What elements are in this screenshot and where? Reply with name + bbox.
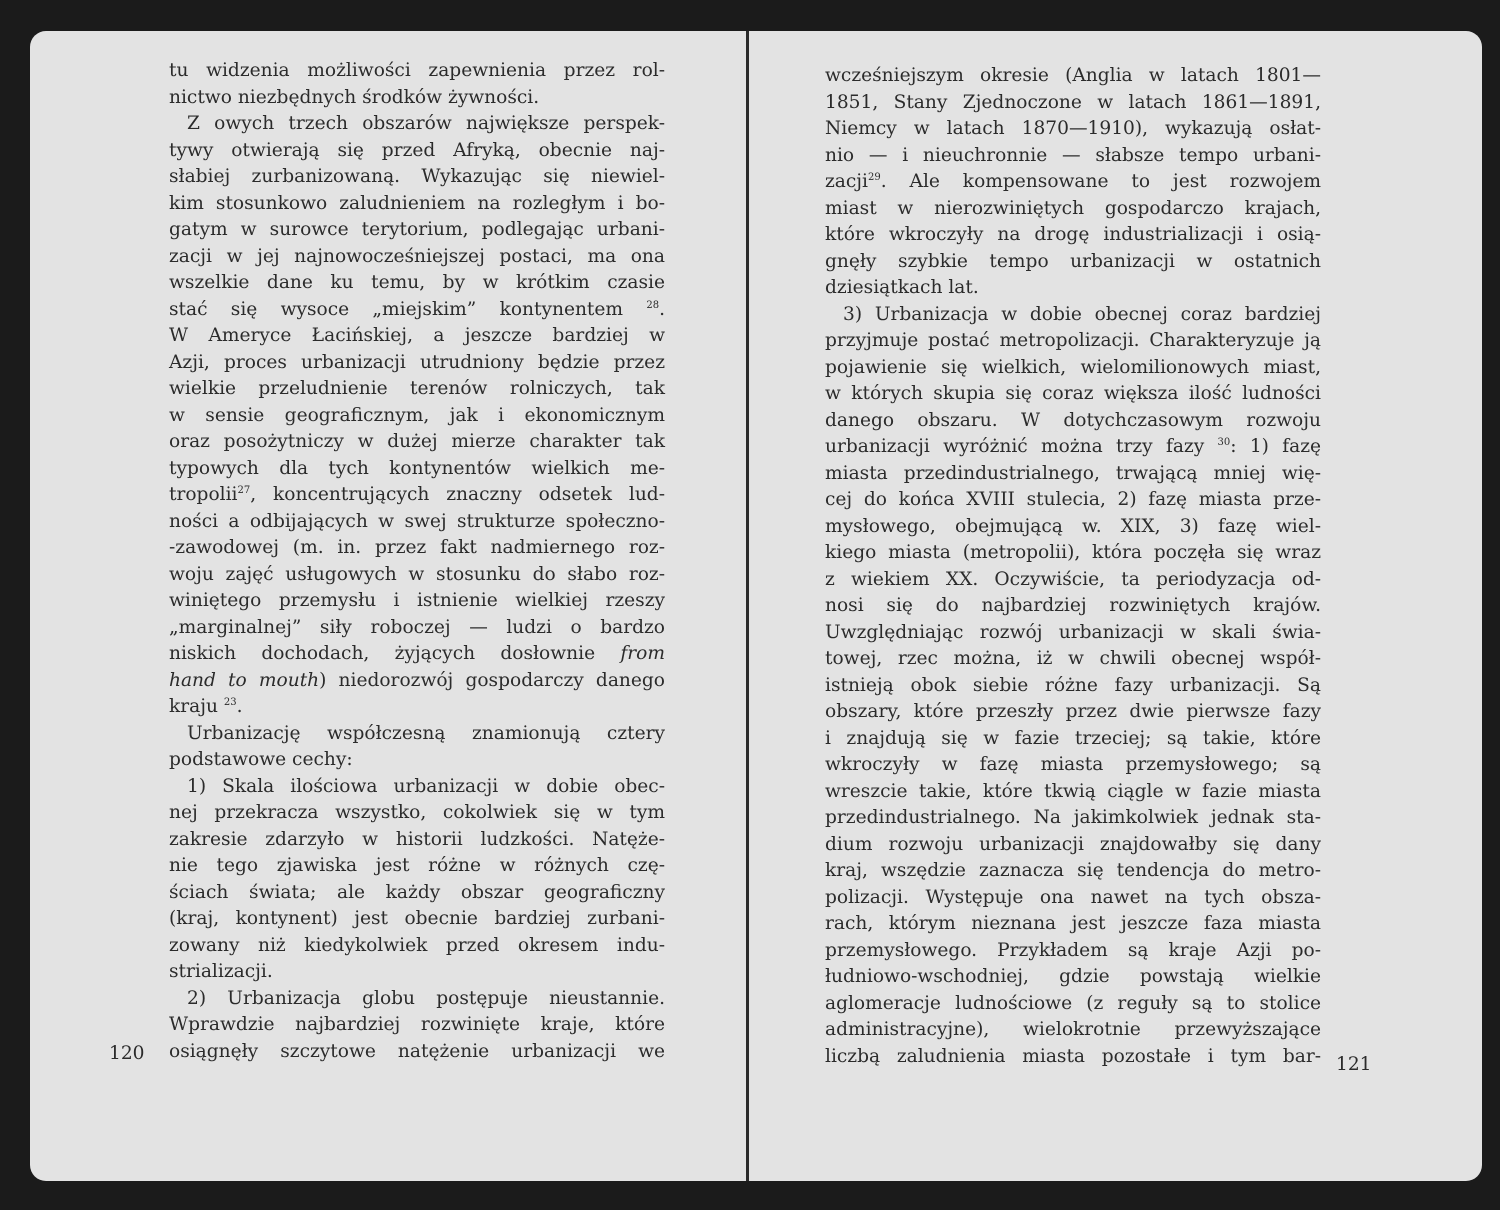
text-line: W Ameryce Łacińskiej, a jeszcze bardziej w xyxy=(169,325,665,346)
text-line: miast w nierozwiniętych gospodarczo krajach, xyxy=(825,197,1321,219)
text-line: zowany niż kiedykolwiek przed okresem indu- xyxy=(169,934,665,956)
text-line: ności a odbijających w swej strukturze społeczno- xyxy=(169,510,665,532)
right-page-text xyxy=(825,63,1321,1070)
text-line: które wkroczyły na drogę industrializacji i osią- xyxy=(825,224,1321,245)
italic-phrase: from xyxy=(620,643,665,664)
text-line: pojawienie się wielkich, wielomilionowych miast, xyxy=(825,356,1321,378)
text-line: osiągnęły szczytowe natężenie urbanizacji we xyxy=(169,1040,665,1062)
text-line: istnieją obok siebie różne fazy urbanizacji. Są xyxy=(825,674,1321,696)
text-line: ściach świata; ale każdy obszar geograficzny xyxy=(169,881,665,903)
text-line: przyjmuje postać metropolizacji. Charakteryzuje ją xyxy=(825,330,1321,351)
text-line: Niemcy w latach 1870—1910), wykazują osłat- xyxy=(825,118,1321,139)
text-line: 2) Urbanizacja globu postępuje nieustannie. xyxy=(187,987,665,1009)
text-line: obszary, które przeszły przez dwie pierwsze fazy xyxy=(825,701,1321,722)
book-gutter xyxy=(746,31,749,1181)
text-line: administracyjne), wielokrotnie przewyższające xyxy=(825,1019,1321,1040)
text-line: (kraj, kontynent) jest obecnie bardziej zurbani- xyxy=(169,908,665,929)
text-line: tu widzenia możliwości zapewnienia przez rol- xyxy=(169,60,665,81)
text-line: urbanizacji wyróżnić można trzy fazy $^{30}$: 1) fazę xyxy=(825,436,1321,457)
text-line: Urbanizację współczesną znamionują cztery xyxy=(187,722,665,744)
text-line: łudniowo-wschodniej, gdzie powstają wielkie xyxy=(825,966,1321,987)
text-line: nosi się do najbardziej rozwiniętych krajów. xyxy=(825,595,1321,616)
text-line: Wprawdzie najbardziej rozwinięte kraje, które xyxy=(169,1014,665,1035)
text-line: 1) Skala ilościowa urbanizacji w dobie obec- xyxy=(187,775,665,797)
text-line: 3) Urbanizacja w dobie obecnej coraz bardziej xyxy=(843,303,1321,325)
text-line: wszelkie dane ku temu, by w krótkim czasie xyxy=(169,272,665,293)
text-line: zacji w jej najnowocześniejszej postaci, ma ona xyxy=(169,245,665,267)
text-line: cej do końca XVIII stulecia, 2) fazę miasta prze- xyxy=(825,489,1321,510)
book-spread xyxy=(30,31,1482,1181)
text-line: słabiej zurbanizowaną. Wykazując się niewiel- xyxy=(169,166,665,187)
text-line: tropolii$^{27}$, koncentrujących znaczny odsetek lud- xyxy=(169,484,665,505)
text-line: zakresie zdarzyło w historii ludzkości. Natęże- xyxy=(169,828,665,850)
text-line: hand to mouth) niedorozwój gospodarczy danego xyxy=(169,669,665,691)
text-line: oraz posożytniczy w dużej mierze charakter tak xyxy=(169,431,665,452)
text-line: mysłowego, obejmującą w. XIX, 3) fazę wiel- xyxy=(825,515,1321,537)
text-line: nio — i nieuchronnie — słabsze tempo urbani- xyxy=(825,144,1321,166)
left-page-text xyxy=(169,58,665,1065)
text-line: wcześniejszym okresie (Anglia w latach 1801— xyxy=(825,65,1321,86)
text-line: typowych dla tych kontynentów wielkich me- xyxy=(169,457,665,479)
italic-phrase: hand to mouth xyxy=(169,669,320,691)
footnote-ref: 28 xyxy=(646,299,660,311)
page-number-left: 120 xyxy=(109,1043,145,1064)
text-line: strializacji. xyxy=(169,961,273,982)
text-line: gatym w surowce terytorium, podlegając urbani- xyxy=(169,219,665,240)
text-line: woju zajęć usługowych w stosunku do słabo roz- xyxy=(169,563,665,585)
text-line: gnęły szybkie tempo urbanizacji w ostatnich xyxy=(825,250,1321,272)
text-line: 1851, Stany Zjednoczone w latach 1861—1891, xyxy=(825,91,1321,113)
text-line: przedindustrialnego. Na jakimkolwiek jednak sta- xyxy=(825,807,1321,828)
text-line: stać się wysoce „miejskim” kontynentem $^{28}$. xyxy=(169,298,665,320)
text-line: dziesiątkach lat. xyxy=(825,277,979,298)
text-line: niskich dochodach, żyjących dosłownie from xyxy=(169,643,665,664)
text-line: aglomeracje ludnościowe (z reguły są to stolice xyxy=(825,992,1321,1014)
text-line: wreszcie takie, które tkwią ciągle w fazie miasta xyxy=(825,780,1321,802)
text-line: danego obszaru. W dotychczasowym rozwoju xyxy=(825,409,1321,431)
text-line: kraj, wszędzie zaznacza się tendencja do metro- xyxy=(825,860,1321,881)
footnote-ref: 30 xyxy=(1217,436,1231,448)
text-line: -zawodowej (m. in. przez fakt nadmiernego roz- xyxy=(169,537,665,558)
footnote-ref: 23 xyxy=(223,696,237,708)
text-line: zacji$^{29}$. Ale kompensowane to jest rozwojem xyxy=(825,171,1321,192)
text-line: towej, rzec można, iż w chwili obecnej współ- xyxy=(825,648,1321,669)
text-line: podstawowe cechy: xyxy=(169,749,353,770)
text-line: kraju $^{23}$. xyxy=(169,696,243,717)
footnote-ref: 29 xyxy=(868,171,881,183)
text-line: Uwzględniając rozwój urbanizacji w skali świa- xyxy=(825,621,1321,643)
page-number-right: 121 xyxy=(1336,1054,1372,1075)
text-line: kiego miasta (metropolii), która poczęła się wraz xyxy=(825,542,1321,563)
text-line: wkroczyły w fazę miasta przemysłowego; są xyxy=(825,754,1321,775)
text-line: polizacji. Występuje ona nawet na tych obsza- xyxy=(825,886,1321,908)
text-line: rach, którym nieznana jest jeszcze faza miasta xyxy=(825,913,1321,934)
text-line: i znajdują się w fazie trzeciej; są takie, które xyxy=(825,727,1321,749)
text-line: tywy otwierają się przed Afryką, obecnie naj- xyxy=(169,139,665,161)
text-line: winiętego przemysłu i istnienie wielkiej rzeszy xyxy=(169,590,665,611)
text-line: miasta przedindustrialnego, trwającą mniej wię- xyxy=(825,462,1321,484)
text-line: liczbą zaludnienia miasta pozostałe i tym bar- xyxy=(825,1045,1321,1067)
text-line: w których skupia się coraz większa ilość ludności xyxy=(825,383,1321,404)
text-line: nej przekracza wszystko, cokolwiek się w tym xyxy=(169,802,665,823)
text-line: Z owych trzech obszarów największe perspek- xyxy=(187,113,665,134)
text-line: nie tego zjawiska jest różne w różnych czę- xyxy=(169,855,665,876)
text-line: kim stosunkowo zaludnieniem na rozległym i bo- xyxy=(169,192,665,214)
footnote-ref: 27 xyxy=(237,484,251,496)
text-line: wielkie przeludnienie terenów rolniczych, tak xyxy=(169,378,665,399)
text-line: Azji, proces urbanizacji utrudniony będzie przez xyxy=(169,351,665,373)
text-line: w sensie geograficznym, jak i ekonomicznym xyxy=(169,404,665,426)
text-line: z wiekiem XX. Oczywiście, ta periodyzacja od- xyxy=(825,568,1321,590)
text-line: przemysłowego. Przykładem są kraje Azji po- xyxy=(825,939,1321,961)
text-line: „marginalnej” siły roboczej — ludzi o bardzo xyxy=(169,616,665,638)
text-line: dium rozwoju urbanizacji znajdowałby się dany xyxy=(825,833,1321,855)
text-line: nictwo niezbędnych środków żywności. xyxy=(169,86,540,108)
